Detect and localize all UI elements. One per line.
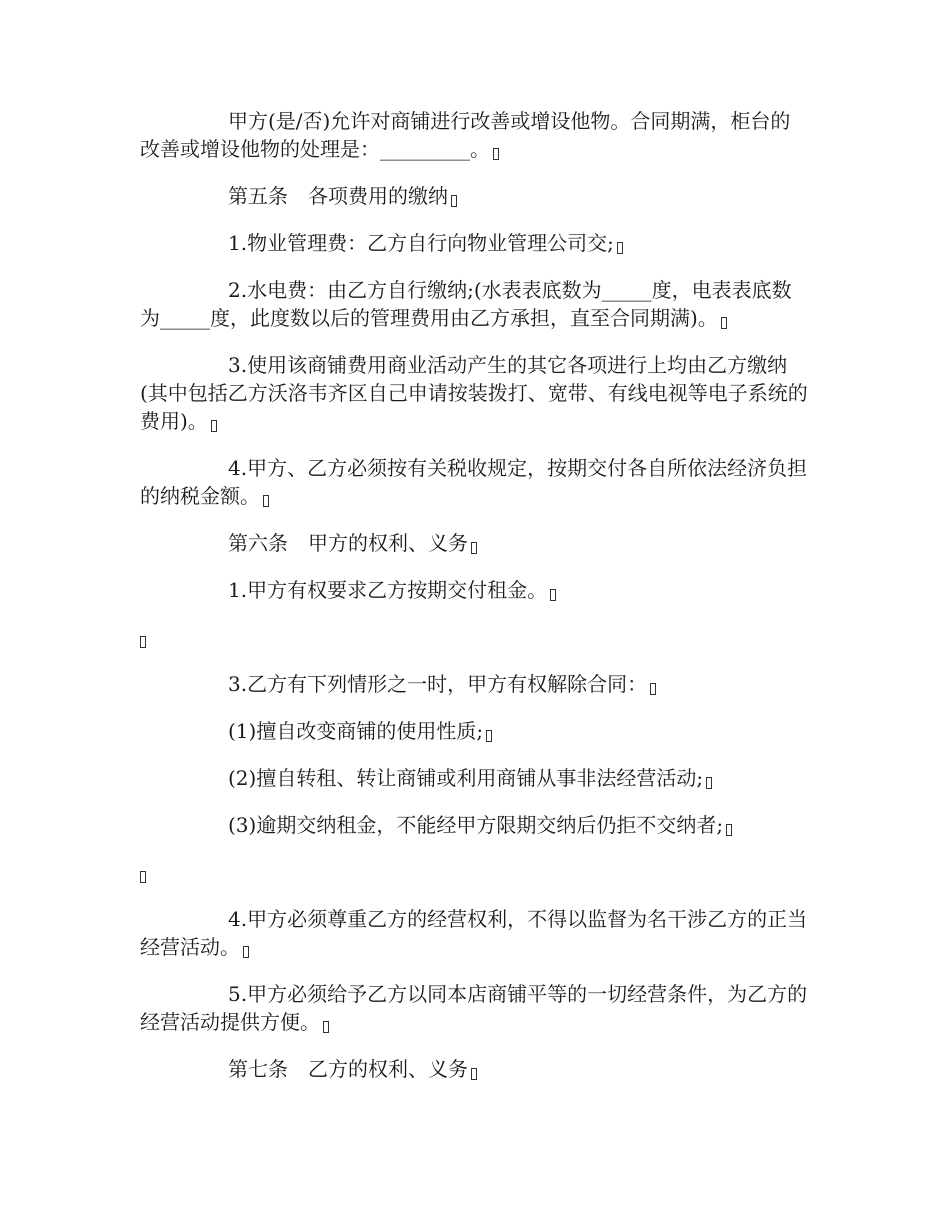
paragraph-respect-rights — [140, 905, 810, 961]
paragraph-mark-icon — [650, 683, 656, 695]
paragraph-termination — [140, 670, 810, 698]
paragraph-termination-item-3 — [140, 811, 810, 839]
paragraph-text: 2.水电费：由乙方自行缴纳;(水表表底数为_____度，电表表底数为_____度，此度数以后的管理费用由乙方承担，直至合同期满)。 — [140, 278, 792, 330]
paragraph-text: 甲方(是/否)允许对商铺进行改善或增设他物。合同期满，柜台的改善或增设他物的处理是：_________。 — [140, 109, 791, 161]
heading-text: 第七条 乙方的权利、义务 — [228, 1057, 468, 1081]
paragraph-text: (1)擅自改变商铺的使用性质; — [228, 719, 484, 743]
section-heading-article-5 — [140, 182, 810, 210]
paragraph-mark-icon — [486, 730, 492, 742]
paragraph-rent-right — [140, 576, 810, 604]
paragraph-text: (2)擅自转租、转让商铺或利用商铺从事非法经营活动; — [228, 766, 704, 790]
paragraph-property-fee — [140, 229, 810, 257]
paragraph-other-fees — [140, 351, 810, 435]
paragraph-mark-icon — [471, 1068, 477, 1080]
paragraph-mark-icon — [617, 242, 623, 254]
paragraph-equal-conditions — [140, 980, 810, 1036]
paragraph-mark-icon — [550, 589, 556, 601]
paragraph-mark-icon — [263, 495, 269, 507]
paragraph-mark-icon — [140, 871, 146, 883]
paragraph-mark-icon — [493, 148, 499, 160]
paragraph-mark-icon — [451, 195, 457, 207]
heading-text: 第五条 各项费用的缴纳 — [228, 184, 448, 208]
paragraph-mark-icon — [471, 542, 477, 554]
paragraph-text: 3.使用该商铺费用商业活动产生的其它各项进行上均由乙方缴纳(其中包括乙方沃洛韦齐区自己申请按装拨打、宽带、有线电视等电子系统的费用)。 — [140, 353, 808, 433]
paragraph-mark-icon — [243, 946, 249, 958]
paragraph-mark-icon — [726, 824, 732, 836]
paragraph-mark-icon — [721, 317, 727, 329]
paragraph-text: 3.乙方有下列情形之一时，甲方有权解除合同： — [228, 672, 648, 696]
empty-paragraph — [140, 623, 810, 651]
paragraph-text: 4.甲方必须尊重乙方的经营权利，不得以监督为名干涉乙方的正当经营活动。 — [140, 907, 808, 959]
paragraph-mark-icon — [211, 420, 217, 432]
paragraph-mark-icon — [706, 777, 712, 789]
paragraph-text: 4.甲方、乙方必须按有关税收规定，按期交付各自所依法经济负担的纳税金额。 — [140, 456, 808, 508]
paragraph-text: 1.甲方有权要求乙方按期交付租金。 — [228, 578, 548, 602]
paragraph-taxes — [140, 454, 810, 510]
paragraph-alteration-clause — [140, 107, 810, 163]
paragraph-text: 5.甲方必须给予乙方以同本店商铺平等的一切经营条件，为乙方的经营活动提供方便。 — [140, 982, 808, 1034]
paragraph-mark-icon — [140, 636, 146, 648]
paragraph-text: (3)逾期交纳租金，不能经甲方限期交纳后仍拒不交纳者; — [228, 813, 724, 837]
paragraph-text: 1.物业管理费：乙方自行向物业管理公司交; — [228, 231, 614, 255]
section-heading-article-7 — [140, 1055, 810, 1083]
empty-paragraph — [140, 858, 810, 886]
document-body — [140, 107, 810, 1102]
heading-text: 第六条 甲方的权利、义务 — [228, 531, 468, 555]
paragraph-utility-fee — [140, 276, 810, 332]
paragraph-termination-item-2 — [140, 764, 810, 792]
paragraph-termination-item-1 — [140, 717, 810, 745]
paragraph-mark-icon — [323, 1021, 329, 1033]
section-heading-article-6 — [140, 529, 810, 557]
